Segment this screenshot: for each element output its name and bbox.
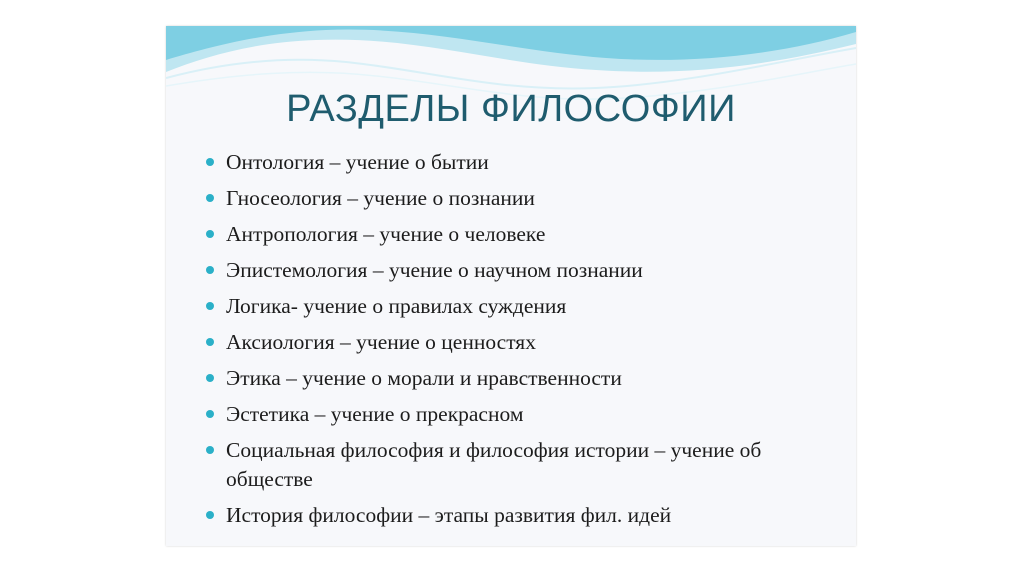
dot-bullet-icon bbox=[206, 266, 214, 274]
list-item-text: Эпистемология – учение о научном познании bbox=[226, 258, 643, 282]
dot-bullet-icon bbox=[206, 230, 214, 238]
list-item-text: История философии – этапы развития фил. идей bbox=[226, 503, 672, 527]
dot-bullet-icon bbox=[206, 302, 214, 310]
list-item bbox=[206, 328, 836, 357]
list-item bbox=[206, 364, 836, 393]
topics-list bbox=[206, 148, 836, 537]
list-item-text: Гносеология – учение о познании bbox=[226, 186, 535, 210]
list-item bbox=[206, 436, 836, 494]
list-item-text: Онтология – учение о бытии bbox=[226, 150, 489, 174]
dot-bullet-icon bbox=[206, 446, 214, 454]
list-item-text: Эстетика – учение о прекрасном bbox=[226, 402, 524, 426]
dot-bullet-icon bbox=[206, 374, 214, 382]
list-item bbox=[206, 501, 836, 530]
list-item bbox=[206, 184, 836, 213]
list-item-text: Социальная философия и философия истории – учение об обществе bbox=[226, 438, 762, 491]
presentation-slide bbox=[166, 26, 856, 546]
list-item bbox=[206, 256, 836, 285]
dot-bullet-icon bbox=[206, 338, 214, 346]
list-item bbox=[206, 292, 836, 321]
slide-title: РАЗДЕЛЫ ФИЛОСОФИИ bbox=[286, 88, 736, 130]
list-item bbox=[206, 400, 836, 429]
list-item-text: Аксиология – учение о ценностях bbox=[226, 330, 536, 354]
dot-bullet-icon bbox=[206, 410, 214, 418]
dot-bullet-icon bbox=[206, 511, 214, 519]
list-item bbox=[206, 220, 836, 249]
list-item bbox=[206, 148, 836, 177]
dot-bullet-icon bbox=[206, 158, 214, 166]
dot-bullet-icon bbox=[206, 194, 214, 202]
list-item-text: Антропология – учение о человеке bbox=[226, 222, 546, 246]
list-item-text: Этика – учение о морали и нравственности bbox=[226, 366, 622, 390]
list-item-text: Логика- учение о правилах суждения bbox=[226, 294, 567, 318]
